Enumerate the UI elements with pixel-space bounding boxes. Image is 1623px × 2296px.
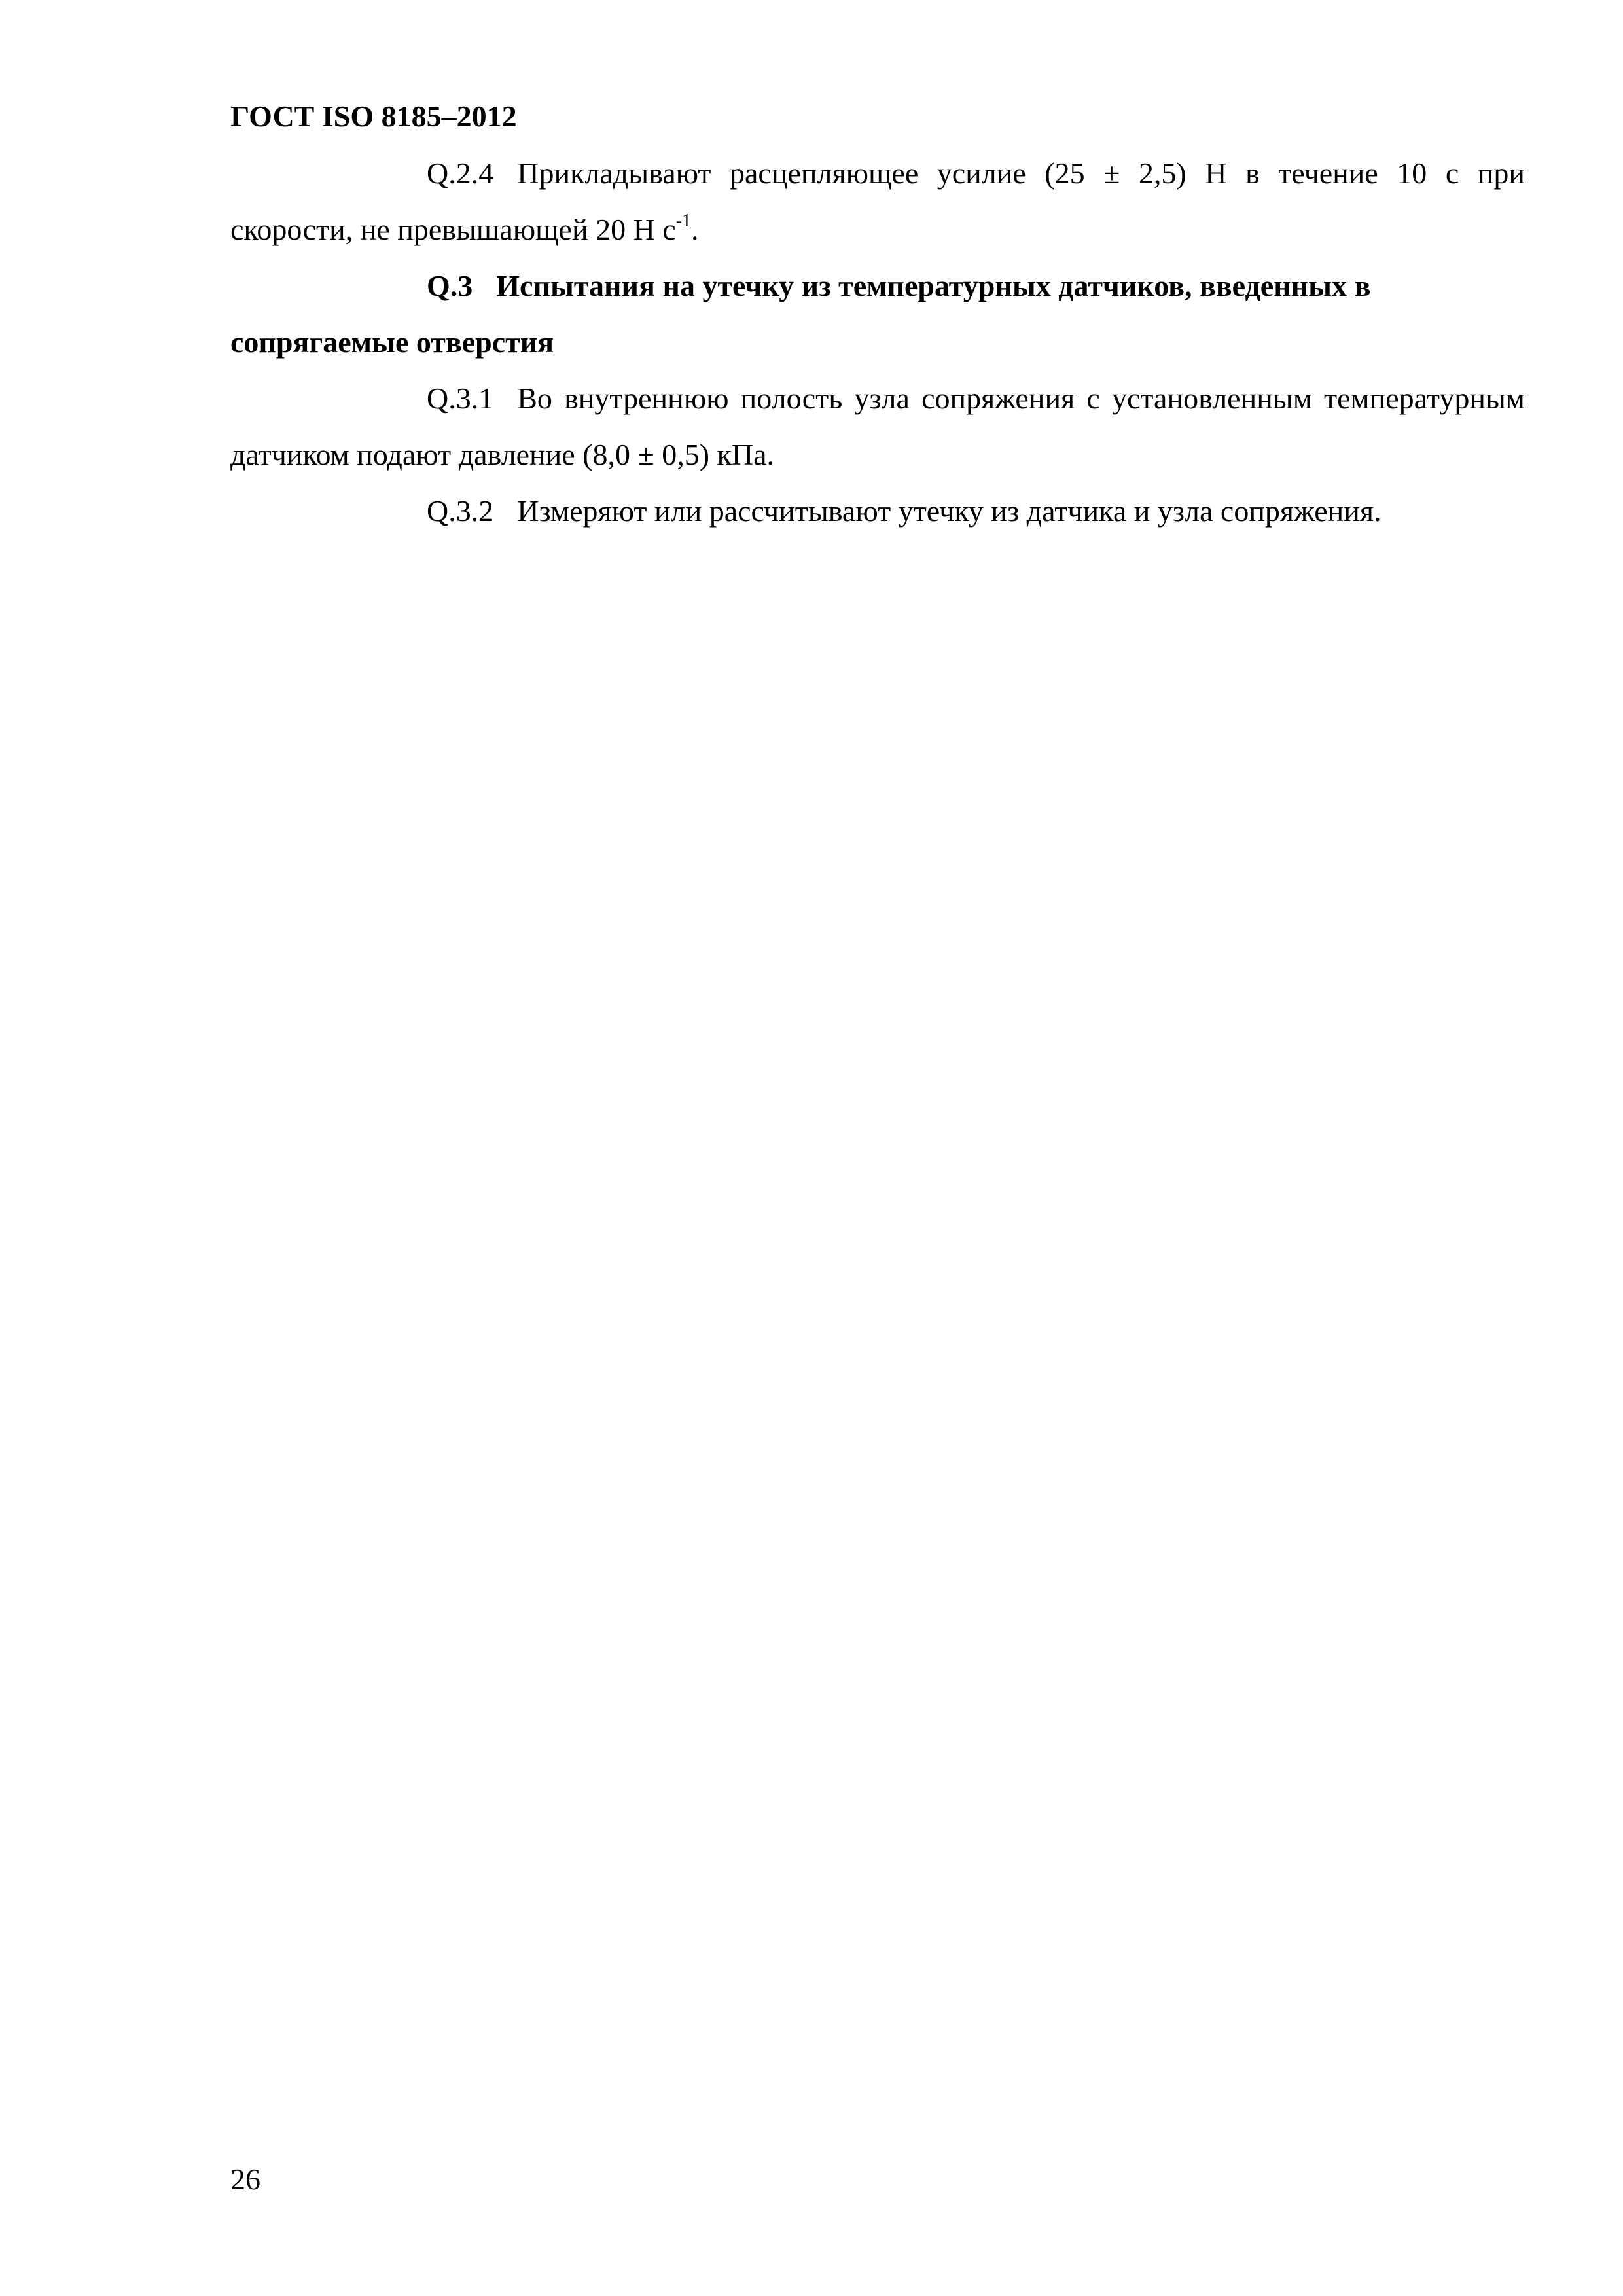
section-number: Q.3 [427,269,473,302]
exponent: -1 [675,211,692,231]
page-number: 26 [230,2162,260,2196]
clause-text: Прикладывают расцепляющее усилие (25 ± 2,5) Н в течение 10 с при скорости, не превышающей 20 Н с [230,156,1525,246]
clause-text: Измеряют или рассчитывают утечку из датчика и узла сопряжения. [517,494,1382,528]
section-title: Испытания на утечку из температурных датчиков, введенных в сопрягаемые отверстия [230,269,1371,359]
clause-number: Q.3.1 [427,382,494,415]
paragraph-q-3-1 [230,370,1525,483]
section-heading-q-3 [230,258,1525,370]
clause-text-tail: . [691,213,699,246]
paragraph-q-2-4 [230,145,1525,258]
document-body [230,145,1525,539]
document-code-header: ГОСТ ISO 8185–2012 [230,99,517,133]
paragraph-q-3-2 [230,483,1525,539]
clause-number: Q.2.4 [427,156,494,190]
clause-number: Q.3.2 [427,494,494,528]
clause-text: Во внутреннюю полость узла сопряжения с установленным температурным датчиком подают давление (8,0 ± 0,5) кПа. [230,382,1525,471]
